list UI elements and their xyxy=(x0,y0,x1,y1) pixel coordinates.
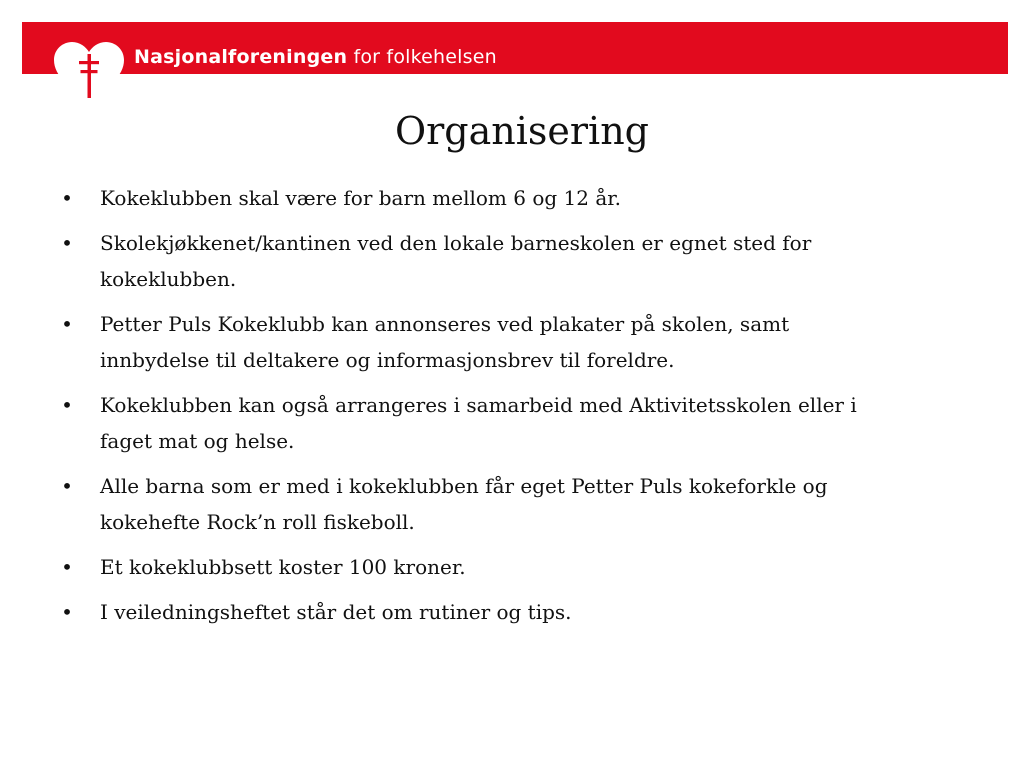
bullet-dot-icon: • xyxy=(61,555,73,579)
bullet-text: Et kokeklubbsett koster 100 kroner. xyxy=(100,555,466,579)
bullet-dot-icon: • xyxy=(61,393,73,417)
bullet-text-continued: kokeklubben. xyxy=(100,267,237,291)
bullet-text: Kokeklubben kan også arrangeres i samarbeid med Aktivitetsskolen eller i xyxy=(100,393,857,417)
bullet-item xyxy=(60,306,890,378)
heart-cross-icon xyxy=(52,40,126,104)
bullet-item xyxy=(60,225,890,297)
bullet-text: Alle barna som er med i kokeklubben får eget Petter Puls kokeforkle og xyxy=(100,474,828,498)
organization-name-regular: for folkehelsen xyxy=(353,46,497,68)
bullet-text: I veiledningsheftet står det om rutiner og tips. xyxy=(100,600,572,624)
bullet-text-continued: faget mat og helse. xyxy=(100,429,295,453)
bullet-dot-icon: • xyxy=(61,474,73,498)
bullet-text: Petter Puls Kokeklubb kan annonseres ved plakater på skolen, samt xyxy=(100,312,790,336)
bullet-text-continued: kokehefte Rock’n roll fiskeboll. xyxy=(100,510,415,534)
bullet-dot-icon: • xyxy=(61,186,73,210)
bullet-item xyxy=(60,180,890,216)
bullet-item xyxy=(60,468,890,540)
organization-name xyxy=(134,44,497,70)
organization-name-bold: Nasjonalforeningen xyxy=(134,46,348,68)
bullet-item xyxy=(60,387,890,459)
bullet-text: Skolekjøkkenet/kantinen ved den lokale barneskolen er egnet sted for xyxy=(100,231,812,255)
bullet-text-continued: innbydelse til deltakere og informasjonsbrev til foreldre. xyxy=(100,348,675,372)
bullet-item xyxy=(60,549,890,585)
bullet-dot-icon: • xyxy=(61,231,73,255)
bullet-item xyxy=(60,594,890,630)
bullet-list xyxy=(60,180,890,639)
bullet-dot-icon: • xyxy=(61,600,73,624)
slide-title: Organisering xyxy=(394,109,650,153)
bullet-text: Kokeklubben skal være for barn mellom 6 og 12 år. xyxy=(100,186,621,210)
bullet-dot-icon: • xyxy=(61,312,73,336)
